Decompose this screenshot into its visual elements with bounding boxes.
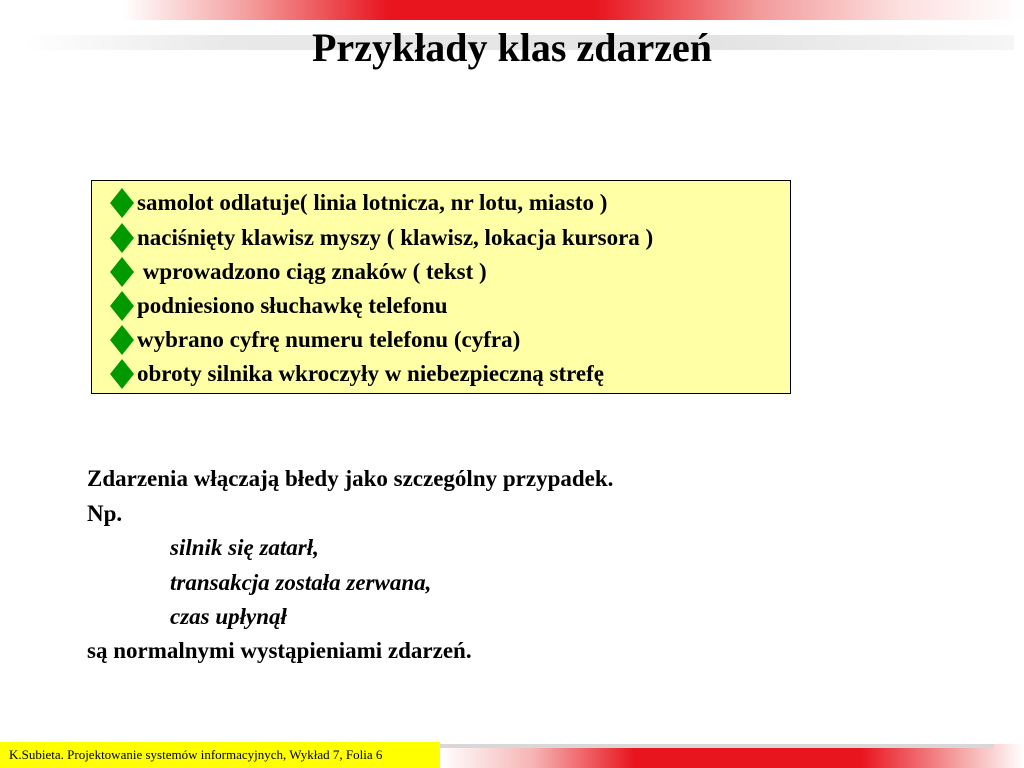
event-item-text: wprowadzono ciąg znaków ( tekst ) bbox=[137, 259, 487, 284]
event-list-item bbox=[92, 186, 607, 220]
example-item: silnik się zatarł, bbox=[170, 535, 319, 560]
diamond-bullet-icon bbox=[109, 187, 135, 219]
body-np-label: Np. bbox=[87, 501, 123, 526]
slide-title: Przykłady klas zdarzeń bbox=[312, 25, 712, 70]
event-item-text: obroty silnika wkroczyły w niebezpieczną strefę bbox=[137, 361, 604, 386]
event-item-text: samolot odlatuje( linia lotnicza, nr lotu, miasto ) bbox=[137, 190, 608, 215]
footer-gray-stripe bbox=[440, 744, 994, 748]
event-item-text: podniesiono słuchawkę telefonu bbox=[137, 293, 448, 318]
event-list-item bbox=[92, 323, 520, 357]
footer-label: K.Subieta. Projektowanie systemów informacyjnych, Wykład 7, Folia 6 bbox=[0, 742, 440, 768]
diamond-bullet-icon bbox=[109, 256, 135, 288]
diamond-bullet-icon bbox=[109, 290, 135, 322]
event-item-text: naciśnięty klawisz myszy ( klawisz, lokacja kursora ) bbox=[137, 225, 654, 250]
diamond-bullet-icon bbox=[109, 358, 135, 390]
example-item: czas upłynął bbox=[170, 604, 287, 629]
diamond-bullet-icon bbox=[109, 324, 135, 356]
event-list-item bbox=[92, 357, 604, 391]
diamond-bullet-icon bbox=[109, 222, 135, 254]
event-examples-box bbox=[91, 180, 791, 394]
body-intro-text: Zdarzenia włączają błedy jako szczególny przypadek. bbox=[87, 466, 614, 491]
event-item-text: wybrano cyfrę numeru telefonu (cyfra) bbox=[137, 327, 521, 352]
event-list-item bbox=[92, 289, 448, 323]
event-list-item bbox=[92, 255, 487, 289]
event-list-item bbox=[92, 221, 653, 255]
example-item: transakcja została zerwana, bbox=[170, 570, 432, 595]
top-decorative-band bbox=[0, 0, 1024, 20]
body-conclusion-text: są normalnymi wystąpieniami zdarzeń. bbox=[87, 638, 472, 663]
